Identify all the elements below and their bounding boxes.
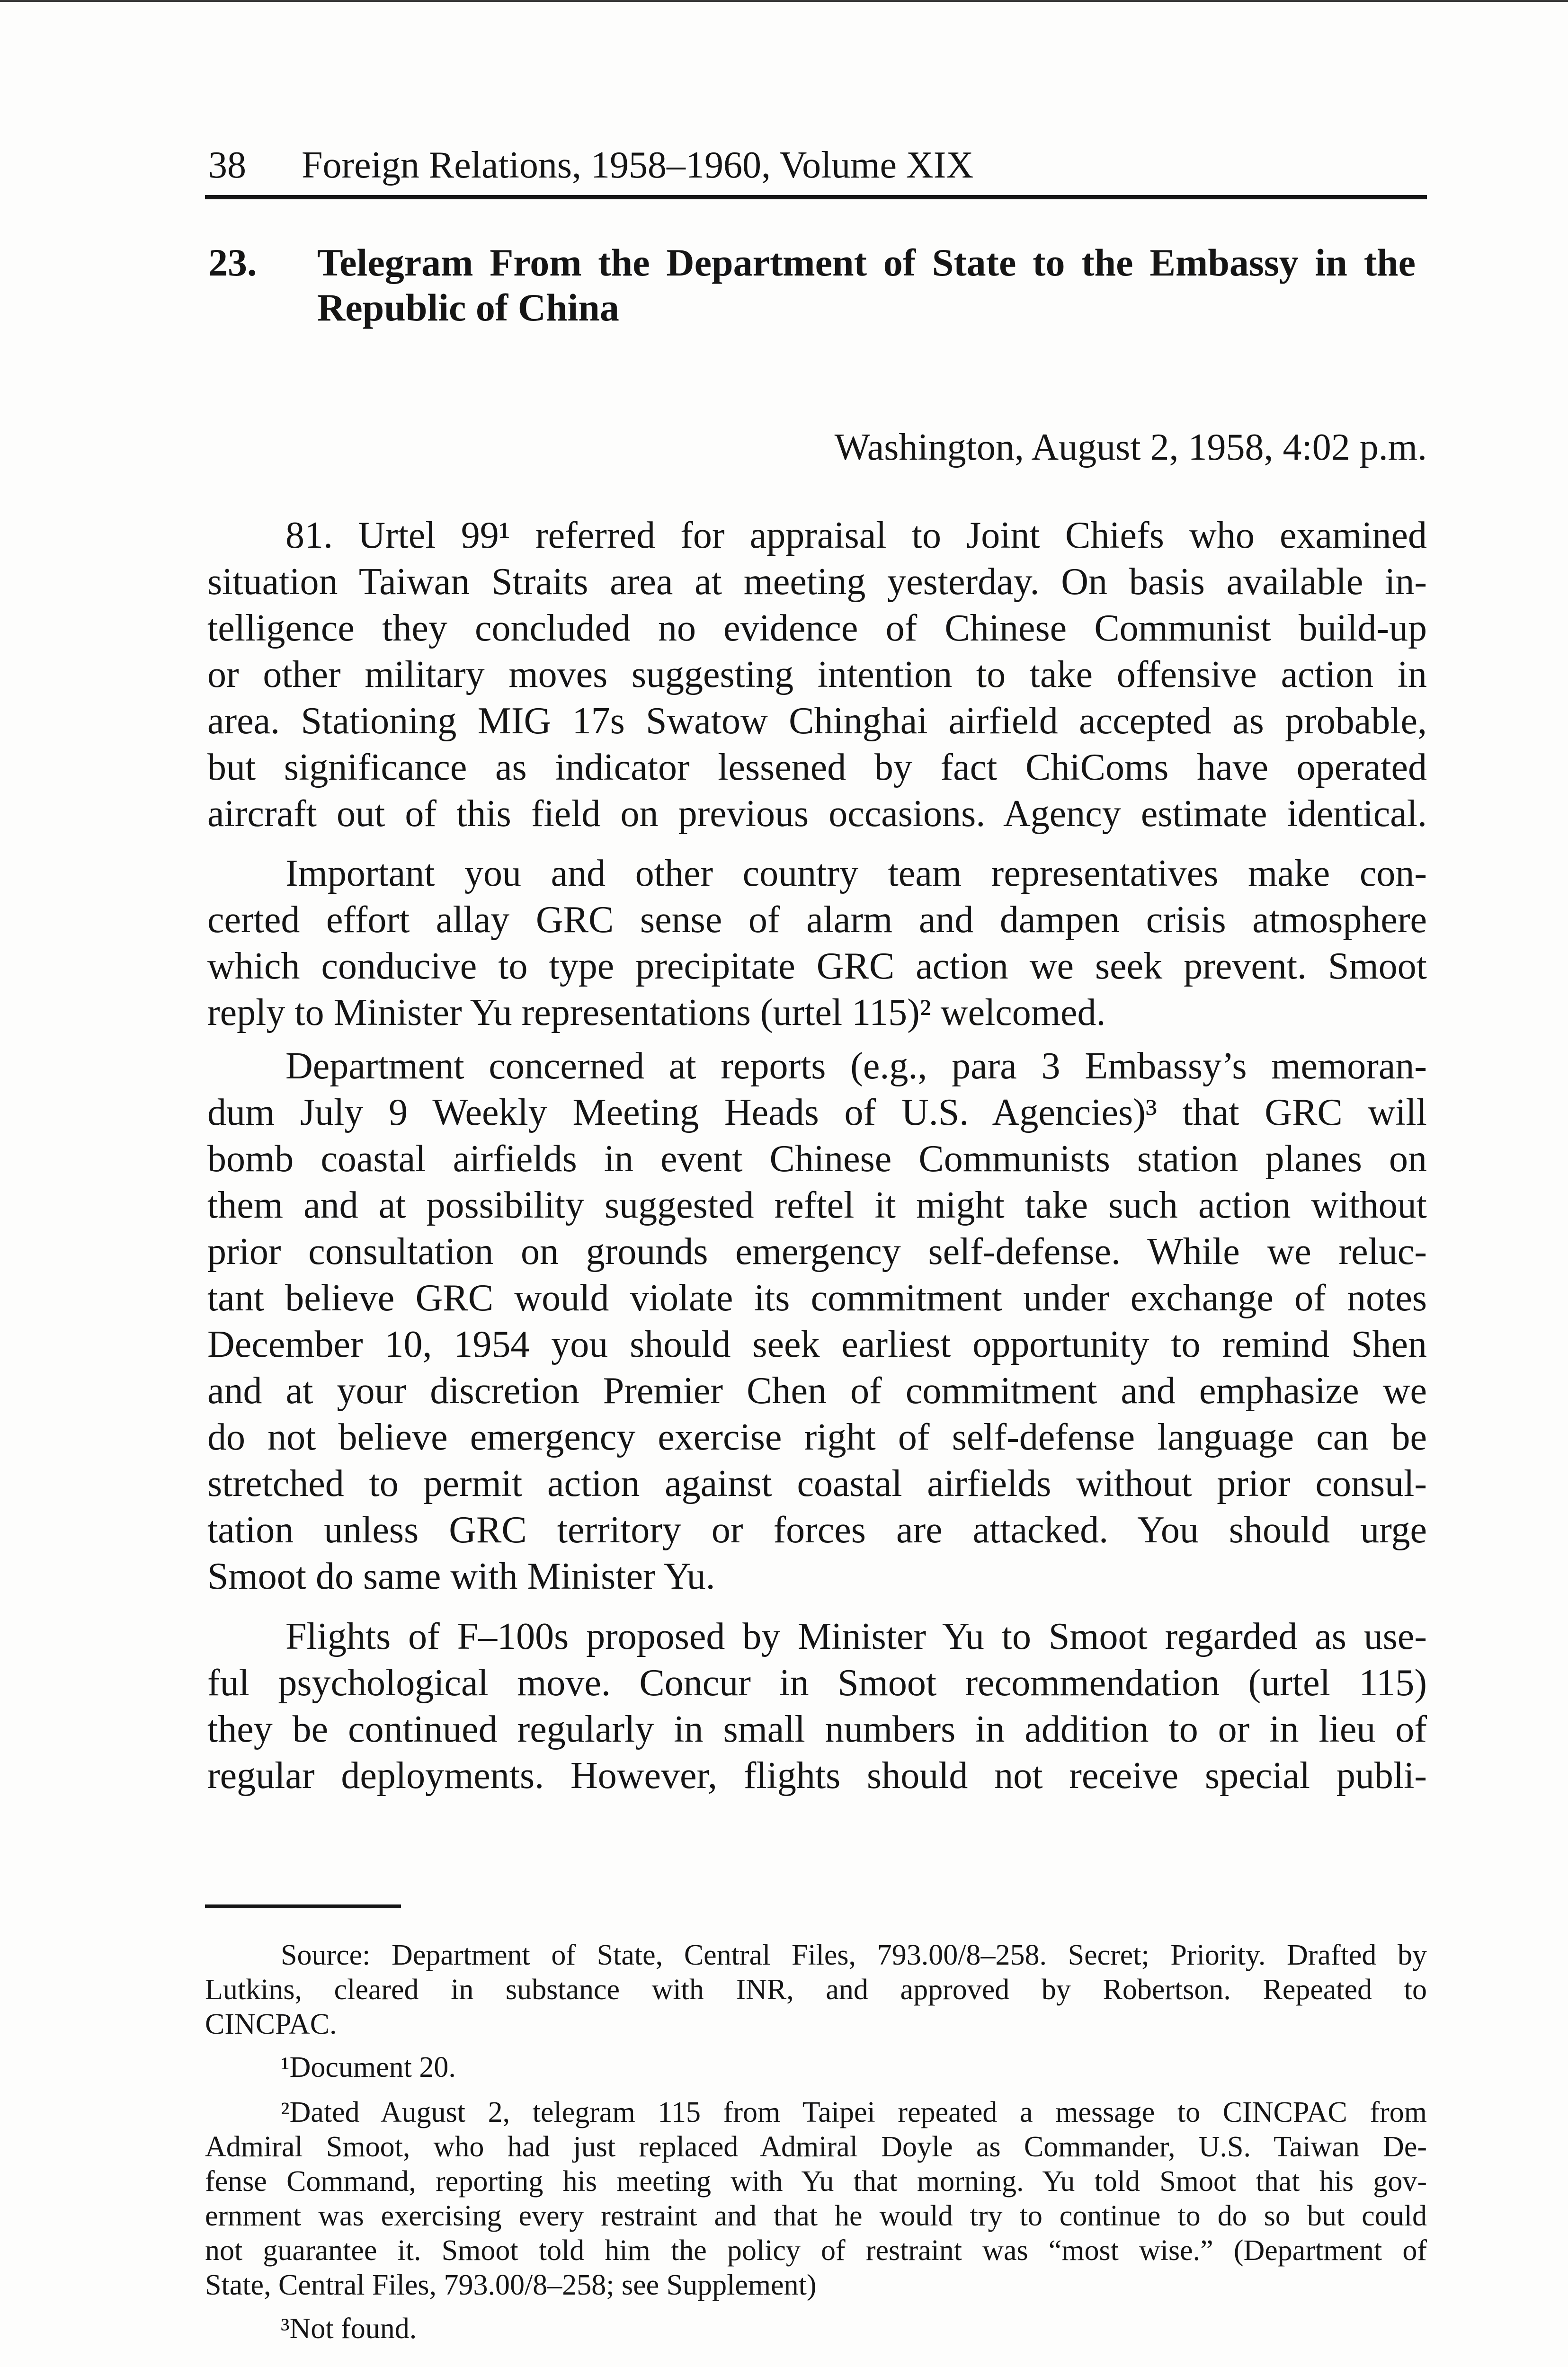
running-title: Foreign Relations, 1958–1960, Volume XIX <box>302 144 974 186</box>
text-line: December 10, 1954 you should seek earliest opportunity to remind Shen <box>207 1324 1427 1365</box>
text-line: stretched to permit action against coastal airfields without prior consul- <box>207 1463 1427 1504</box>
footnote-line: Lutkins, cleared in substance with INR, and approved by Robertson. Repeated to <box>205 1974 1427 2006</box>
footnote-line: CINCPAC. <box>205 2008 337 2040</box>
document-title-line: Telegram From the Department of State to the Embassy in the <box>317 241 1416 284</box>
text-line: bomb coastal airfields in event Chinese Communists station planes on <box>207 1138 1427 1180</box>
footnote-2 <box>205 2095 1427 2303</box>
footnote-line: Source: Department of State, Central Files, 793.00/8–258. Secret; Priority. Drafted by <box>281 1939 1427 1971</box>
text-line: Important you and other country team representatives make con- <box>285 853 1427 894</box>
footnote-line: not guarantee it. Smoot told him the policy of restraint was “most wise.” (Department of <box>205 2234 1427 2267</box>
footnote-line: ¹Document 20. <box>281 2051 456 2083</box>
header-rule <box>205 195 1427 199</box>
dateline: Washington, August 2, 1958, 4:02 p.m. <box>834 427 1427 468</box>
text-line: tant believe GRC would violate its commitment under exchange of notes <box>207 1277 1427 1319</box>
body-paragraph <box>207 512 1427 837</box>
text-line: reply to Minister Yu representations (urtel 115)² welcomed. <box>207 992 1106 1033</box>
text-line: Smoot do same with Minister Yu. <box>207 1556 715 1597</box>
text-line: Department concerned at reports (e.g., para 3 Embassy’s memoran- <box>285 1045 1427 1087</box>
text-line: them and at possibility suggested reftel it might take such action without <box>207 1184 1427 1226</box>
text-line: tation unless GRC territory or forces are attacked. You should urge <box>207 1509 1427 1551</box>
footnote-line: ³Not found. <box>281 2313 417 2345</box>
text-line: or other military moves suggesting intention to take offensive action in <box>207 654 1427 695</box>
text-line: regular deployments. However, flights should not receive special publi- <box>207 1755 1427 1797</box>
text-line: prior consultation on grounds emergency self-defense. While we reluc- <box>207 1231 1427 1272</box>
text-line: which conducive to type precipitate GRC action we seek prevent. Smoot <box>207 945 1427 987</box>
text-line: do not believe emergency exercise right of self-defense language can be <box>207 1416 1427 1458</box>
footnote-3 <box>205 2312 1427 2346</box>
footnote-line: ernment was exercising every restraint and that he would try to continue to do so but could <box>205 2200 1427 2232</box>
text-line: area. Stationing MIG 17s Swatow Chinghai airfield accepted as probable, <box>207 700 1427 742</box>
text-line: they be continued regularly in small numbers in addition to or in lieu of <box>207 1709 1427 1750</box>
footnote-1 <box>205 2050 1427 2085</box>
text-line: certed effort allay GRC sense of alarm and dampen crisis atmosphere <box>207 899 1427 941</box>
source-note <box>205 1938 1427 2042</box>
footnote-line: ²Dated August 2, telegram 115 from Taipei repeated a message to CINCPAC from <box>281 2096 1427 2128</box>
text-line: telligence they concluded no evidence of Chinese Communist build-up <box>207 607 1427 649</box>
body-paragraph <box>207 1613 1427 1799</box>
text-line: ful psychological move. Concur in Smoot recommendation (urtel 115) <box>207 1662 1427 1704</box>
document-title <box>317 240 1416 330</box>
footnote-line: fense Command, reporting his meeting with Yu that morning. Yu told Smoot that his gov- <box>205 2165 1427 2198</box>
document-number: 23. <box>208 241 257 284</box>
footnote-rule <box>205 1904 401 1908</box>
text-line: dum July 9 Weekly Meeting Heads of U.S. Agencies)³ that GRC will <box>207 1092 1427 1133</box>
footnote-line: State, Central Files, 793.00/8–258; see Supplement) <box>205 2269 817 2301</box>
document-title-line: Republic of China <box>317 286 619 329</box>
body-paragraph <box>207 850 1427 1036</box>
text-line: but significance as indicator lessened by fact ChiComs have operated <box>207 747 1427 788</box>
scan-edge <box>0 0 1568 2</box>
text-line: Flights of F–100s proposed by Minister Yu to Smoot regarded as use- <box>285 1616 1427 1657</box>
body-paragraph <box>207 1043 1427 1600</box>
text-line: situation Taiwan Straits area at meeting yesterday. On basis available in- <box>207 561 1427 603</box>
footnote-line: Admiral Smoot, who had just replaced Admiral Doyle as Commander, U.S. Taiwan De- <box>205 2131 1427 2163</box>
page-number: 38 <box>208 144 246 186</box>
text-line: 81. Urtel 99¹ referred for appraisal to Joint Chiefs who examined <box>285 515 1427 556</box>
text-line: and at your discretion Premier Chen of commitment and emphasize we <box>207 1370 1427 1412</box>
text-line: aircraft out of this field on previous occasions. Agency estimate identical. <box>207 793 1427 835</box>
